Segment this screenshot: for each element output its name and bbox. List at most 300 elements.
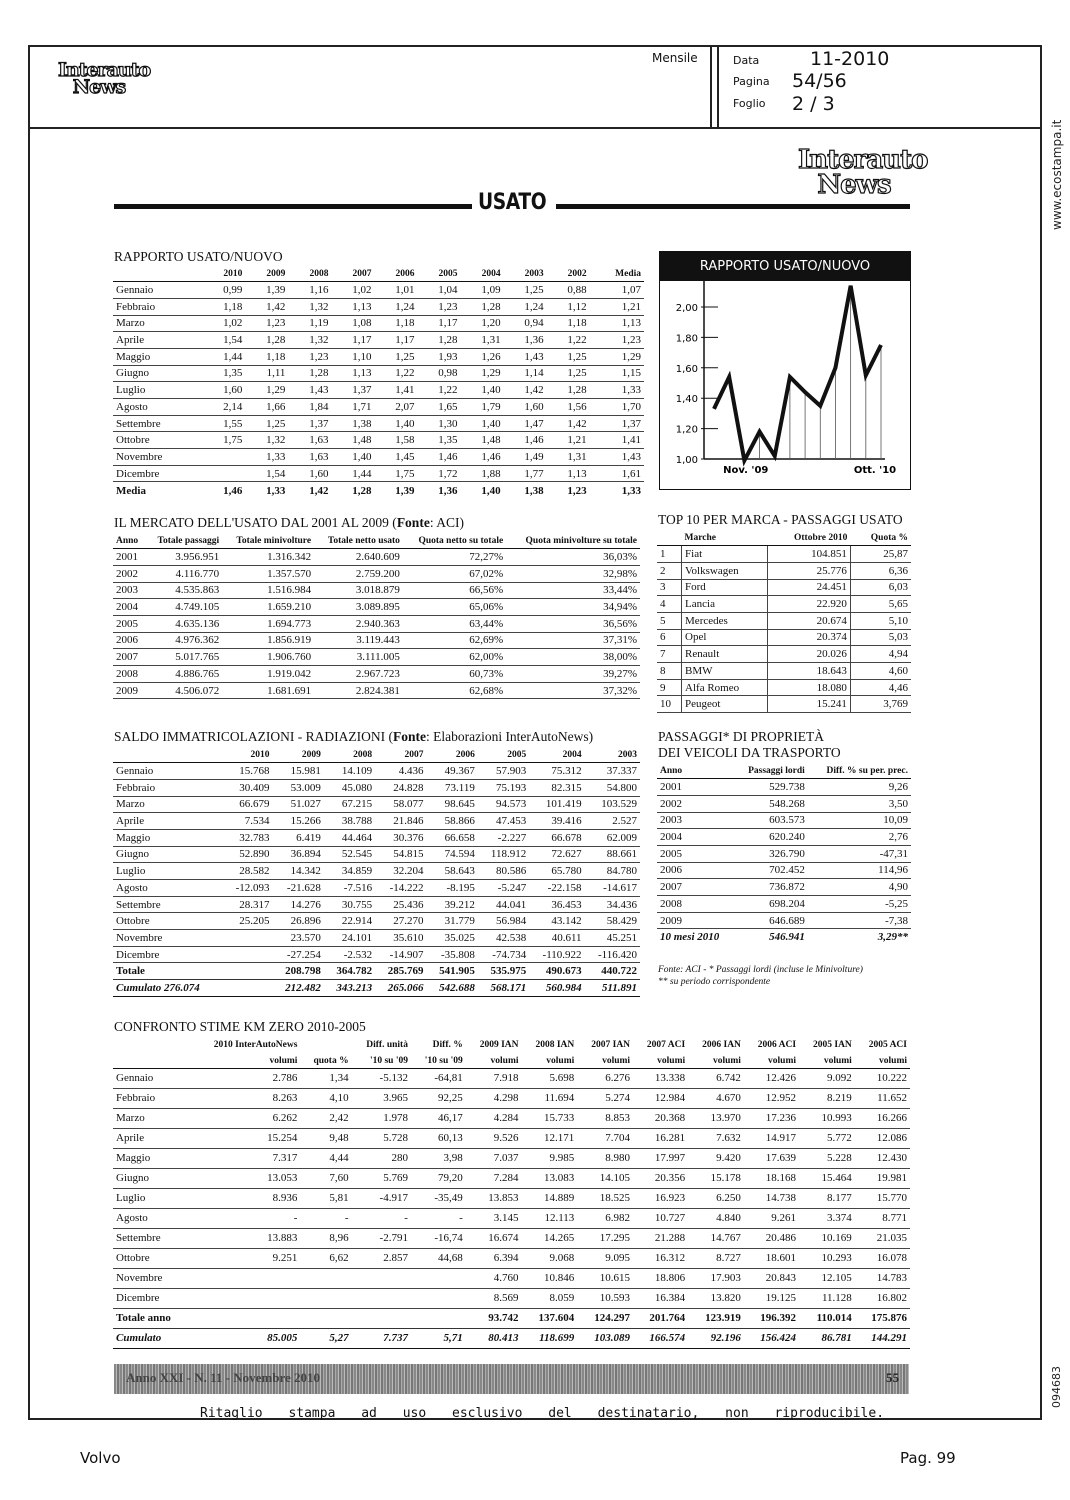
table-row — [657, 663, 911, 680]
table-cell: 1,08 — [331, 315, 374, 332]
table-cell: 17.295 — [577, 1228, 633, 1248]
table-cell: Ottobre — [113, 1248, 189, 1268]
table-cell: 18.601 — [744, 1248, 799, 1268]
table-cell: Settembre — [113, 896, 223, 913]
table-cell: 1,18 — [547, 315, 590, 332]
y-tick-label: 2,00 — [675, 303, 698, 314]
table-cell: 58.643 — [427, 863, 478, 880]
table-cell: 39,27% — [506, 666, 640, 683]
column-subheader: volumi — [466, 1052, 522, 1069]
table-cell — [202, 465, 245, 482]
table-cell: - — [411, 1208, 466, 1228]
column-header: 2009 — [272, 746, 323, 763]
table-cell: 16.078 — [855, 1248, 910, 1268]
table-cell: 1,60 — [504, 399, 547, 416]
table-row — [113, 1248, 910, 1268]
column-header: 2007 — [331, 265, 374, 282]
table-cell: 36,56% — [506, 615, 640, 632]
table-cell: 1,37 — [590, 415, 644, 432]
table-cell: 8.853 — [577, 1108, 633, 1128]
table-row — [113, 582, 640, 599]
table-cell: Mercedes — [682, 612, 768, 629]
table-cell: 7.632 — [688, 1128, 744, 1148]
table-cell: 698.204 — [734, 896, 808, 913]
table-cell: Novembre — [113, 1268, 189, 1288]
table-cell: 13.053 — [189, 1168, 301, 1188]
table-cell: - — [300, 1208, 351, 1228]
table-cell: 1,28 — [245, 332, 288, 349]
table-cell: 24.451 — [767, 579, 850, 596]
table-cell: 6,36 — [850, 562, 911, 579]
cumulative-cell: 92.196 — [688, 1328, 744, 1348]
column-header: 2010 — [223, 746, 272, 763]
table-cell: 98.645 — [427, 796, 478, 813]
table-cell: 4.749.105 — [145, 599, 222, 616]
table-cell: Peugeot — [682, 696, 768, 713]
table-cell: 66.678 — [529, 829, 584, 846]
table-cell: 37,31% — [506, 632, 640, 649]
column-header: Quota netto su totale — [403, 532, 506, 549]
table-cell: 1,43 — [590, 449, 644, 466]
column-subheader: volumi — [189, 1052, 301, 1069]
table-cell: -35,49 — [411, 1188, 466, 1208]
cumulative-cell: 80.413 — [466, 1328, 522, 1348]
table-row — [113, 365, 644, 382]
table-cell: 33,44% — [506, 582, 640, 599]
total-cell — [223, 963, 272, 980]
table-cell: 88.661 — [585, 846, 640, 863]
table-cell: 17.997 — [633, 1148, 688, 1168]
table-cell: 2009 — [657, 912, 734, 929]
title-rule-left — [114, 204, 472, 209]
table-cell: 2003 — [113, 582, 145, 599]
table-cell: 60,13 — [411, 1128, 466, 1148]
table-cell: 9.261 — [744, 1208, 799, 1228]
table-row — [113, 282, 644, 299]
total-cell: 1,42 — [288, 482, 331, 499]
table-cell: 1,23 — [590, 332, 644, 349]
table-cell: 1,09 — [461, 282, 504, 299]
table-cell: 12.171 — [522, 1128, 578, 1148]
total-cell: 208.798 — [272, 963, 323, 980]
table-cell: -7,38 — [808, 912, 911, 929]
table-cell: 9.985 — [522, 1148, 578, 1168]
table-cell: 44.464 — [324, 829, 375, 846]
table-cell: 2.857 — [352, 1248, 411, 1268]
table-cell: 80.586 — [478, 863, 529, 880]
table-row — [113, 1108, 910, 1128]
pagina-value: 54/56 — [792, 70, 847, 92]
table-cell: -2.227 — [478, 829, 529, 846]
table-cell: 1,24 — [374, 298, 417, 315]
total-cell: 123.919 — [688, 1308, 744, 1328]
table-cell: -5.247 — [478, 880, 529, 897]
table-cell: 5,03 — [850, 629, 911, 646]
table-cell: 21.035 — [855, 1228, 910, 1248]
table-cell: Dicembre — [113, 946, 223, 963]
table-cell: -4.917 — [352, 1188, 411, 1208]
column-subheader: volumi — [855, 1052, 910, 1069]
table-cell: 1,02 — [202, 315, 245, 332]
table-cell: Maggio — [113, 348, 202, 365]
table-cell: 10.727 — [633, 1208, 688, 1228]
table-cell: 14.265 — [522, 1228, 578, 1248]
y-tick-label: 1,80 — [675, 333, 698, 345]
column-header: 2005 ACI — [868, 1039, 907, 1050]
table-cell: 702.452 — [734, 862, 808, 879]
table-cell: 22.914 — [324, 913, 375, 930]
table-cell: 1,46 — [461, 449, 504, 466]
table-cell: 65.780 — [529, 863, 584, 880]
column-header: 2006 — [374, 265, 417, 282]
table-cell: 18.525 — [577, 1188, 633, 1208]
table-cell: 7.704 — [577, 1128, 633, 1148]
saldo-table — [113, 746, 640, 997]
table-cell: 65,06% — [403, 599, 506, 616]
table-cell: 9.251 — [189, 1248, 301, 1268]
table-cell: 39.416 — [529, 813, 584, 830]
table-cell: 1,25 — [547, 348, 590, 365]
foglio-value: 2 / 3 — [792, 93, 835, 115]
table-cell: 2003 — [657, 812, 734, 829]
table-cell: 1.919.042 — [222, 666, 314, 683]
table-cell: 1,44 — [331, 465, 374, 482]
cumulative-cell: 560.984 — [529, 980, 584, 997]
table-cell: 4.760 — [466, 1268, 522, 1288]
column-subheader — [113, 1052, 189, 1069]
table-cell: 35.025 — [427, 930, 478, 947]
table-cell: 8.219 — [799, 1088, 855, 1108]
table-cell: 4.506.072 — [145, 682, 222, 699]
table-cell: 1,56 — [547, 399, 590, 416]
total-row — [113, 963, 640, 980]
table-cell: Gennaio — [113, 763, 223, 780]
table-cell: -8.195 — [427, 880, 478, 897]
table-cell: 30.376 — [375, 829, 426, 846]
table-cell: 1,28 — [288, 365, 331, 382]
table-row — [657, 879, 911, 896]
total-cell: 490.673 — [529, 963, 584, 980]
table-cell: Renault — [682, 646, 768, 663]
table-cell: 1,42 — [504, 382, 547, 399]
table-cell: 1,22 — [374, 365, 417, 382]
table-cell: 1.906.760 — [222, 649, 314, 666]
rapporto-chart — [659, 251, 911, 490]
table-cell: 2 — [657, 562, 682, 579]
table-cell: 6.982 — [577, 1208, 633, 1228]
table-cell: 104.851 — [767, 546, 850, 563]
table-cell: 5,65 — [850, 596, 911, 613]
table-cell: 12.105 — [799, 1268, 855, 1288]
table-cell: 32,98% — [506, 565, 640, 582]
table-cell: 1,33 — [245, 449, 288, 466]
table-row — [113, 432, 644, 449]
data-label: Data — [733, 54, 760, 67]
table-cell: Volkswagen — [682, 562, 768, 579]
series-line — [714, 286, 881, 461]
table-cell: 1,29 — [461, 365, 504, 382]
table-cell: 1,70 — [590, 399, 644, 416]
cumulative-cell: 343.213 — [324, 980, 375, 997]
table-cell: 1,43 — [504, 348, 547, 365]
table-cell: 62,69% — [403, 632, 506, 649]
table-cell: 8.936 — [189, 1188, 301, 1208]
table-cell: 1,07 — [590, 282, 644, 299]
table-cell: 14.738 — [744, 1188, 799, 1208]
table-cell: 1,17 — [374, 332, 417, 349]
table-cell: 23.570 — [272, 930, 323, 947]
table-cell: 5.772 — [799, 1128, 855, 1148]
table-cell: 4.840 — [688, 1208, 744, 1228]
table-cell: 1,45 — [374, 449, 417, 466]
table-row — [113, 599, 640, 616]
table-cell: 1,54 — [202, 332, 245, 349]
table-cell: 34.859 — [324, 863, 375, 880]
table-cell: 9.420 — [688, 1148, 744, 1168]
table-cell: 1,04 — [418, 282, 461, 299]
cumulative-cell: 166.574 — [633, 1328, 688, 1348]
total-cell: 1,39 — [374, 482, 417, 499]
table-cell: -22.158 — [529, 880, 584, 897]
table-cell: 30.409 — [223, 779, 272, 796]
total-cell: 196.392 — [744, 1308, 799, 1328]
table-cell: 4,46 — [850, 679, 911, 696]
table-cell: 4.670 — [688, 1088, 744, 1108]
column-header: 2007 ACI — [646, 1039, 686, 1050]
table-cell: 1,77 — [504, 465, 547, 482]
table-cell: Agosto — [113, 1208, 189, 1228]
table-cell: 14.276 — [272, 896, 323, 913]
table-cell: 9,48 — [300, 1128, 351, 1148]
table-cell: Giugno — [113, 365, 202, 382]
table-cell: Agosto — [113, 880, 223, 897]
table-cell: 1,42 — [547, 415, 590, 432]
table-cell: 8.980 — [577, 1148, 633, 1168]
table-cell: 1.316.342 — [222, 549, 314, 566]
table-cell: 1,60 — [202, 382, 245, 399]
table-row — [657, 862, 911, 879]
table-cell: 1,01 — [374, 282, 417, 299]
table-row — [113, 1168, 910, 1188]
foglio-label: Foglio — [733, 97, 766, 110]
table-cell: 38.788 — [324, 813, 375, 830]
table-cell: 6.394 — [466, 1248, 522, 1268]
table-cell: 1,23 — [288, 348, 331, 365]
table-cell: 14.109 — [324, 763, 375, 780]
table-cell: 17.903 — [688, 1268, 744, 1288]
table-cell: 15.768 — [223, 763, 272, 780]
table-cell: 6.419 — [272, 829, 323, 846]
table-cell: 1,10 — [331, 348, 374, 365]
table-cell: 13.083 — [522, 1168, 578, 1188]
total-cell: 175.876 — [855, 1308, 910, 1328]
passaggi-title-1: PASSAGGI* DI PROPRIETÀ — [658, 729, 825, 744]
table-cell: 5.769 — [352, 1168, 411, 1188]
chart-title: RAPPORTO USATO/NUOVO — [660, 252, 910, 281]
passaggi-note-1: Fonte: ACI - * Passaggi lordi (incluse le Minivolture) — [658, 965, 863, 975]
table-cell — [189, 1268, 301, 1288]
cumulative-cell: 86.781 — [799, 1328, 855, 1348]
column-header: 2008 IAN — [535, 1039, 575, 1050]
table-row — [113, 763, 640, 780]
table-cell: 8.771 — [855, 1208, 910, 1228]
table-cell: 79,20 — [411, 1168, 466, 1188]
table-cell: 2008 — [113, 666, 145, 683]
table-cell: 101.419 — [529, 796, 584, 813]
table-cell: 19.125 — [744, 1288, 799, 1308]
table-cell: 103.529 — [585, 796, 640, 813]
table-cell: 1,28 — [418, 332, 461, 349]
table-cell: 1,41 — [374, 382, 417, 399]
table-cell: -21.628 — [272, 880, 323, 897]
table-row — [657, 829, 911, 846]
table-cell: 19.981 — [855, 1168, 910, 1188]
table-row — [113, 615, 640, 632]
table-cell: 1,48 — [331, 432, 374, 449]
table-cell: 53.009 — [272, 779, 323, 796]
total-cell: 1,36 — [418, 482, 461, 499]
table-cell: 1,93 — [418, 348, 461, 365]
table-cell: 1,63 — [288, 449, 331, 466]
mercato-table — [113, 532, 640, 699]
total-cell: 93.742 — [466, 1308, 522, 1328]
column-header: 2009 — [245, 265, 288, 282]
table-cell: 44.041 — [478, 896, 529, 913]
table-cell: 1,12 — [547, 298, 590, 315]
table-cell: Marzo — [113, 315, 202, 332]
table-cell: Ford — [682, 579, 768, 596]
table-cell: 62,00% — [403, 649, 506, 666]
table-cell: 7.918 — [466, 1068, 522, 1088]
table-cell: 92,25 — [411, 1088, 466, 1108]
table-cell: 54.800 — [585, 779, 640, 796]
table-cell: 4.886.765 — [145, 666, 222, 683]
table-cell: 82.315 — [529, 779, 584, 796]
table-cell: 1,32 — [245, 432, 288, 449]
table-cell: 14.342 — [272, 863, 323, 880]
table-cell: Settembre — [113, 1228, 189, 1248]
column-subheader: volumi — [744, 1052, 799, 1069]
header-divider — [710, 45, 712, 129]
table-row — [657, 646, 911, 663]
column-header: 2003 — [504, 265, 547, 282]
table-cell: 8,96 — [300, 1228, 351, 1248]
table-cell: 1,31 — [547, 449, 590, 466]
table-cell: 52.890 — [223, 846, 272, 863]
table-cell: -74.734 — [478, 946, 529, 963]
periodicity: Mensile — [652, 51, 698, 65]
table-cell: 9,26 — [808, 779, 911, 796]
table-cell: 326.790 — [734, 845, 808, 862]
table-cell: 548.268 — [734, 795, 808, 812]
table-cell: 1,13 — [331, 365, 374, 382]
table-cell: 17.639 — [744, 1148, 799, 1168]
table-cell: 1,46 — [504, 432, 547, 449]
table-cell: 25.776 — [767, 562, 850, 579]
passaggi-note-2: ** su periodo corrispondente — [658, 977, 771, 987]
column-header: 2003 — [585, 746, 640, 763]
table-cell: -7.516 — [324, 880, 375, 897]
table-cell: -27.254 — [272, 946, 323, 963]
table-row — [657, 679, 911, 696]
table-row — [657, 546, 911, 563]
table-cell: 3.111.005 — [314, 649, 403, 666]
column-header: 2006 ACI — [757, 1039, 797, 1050]
table-cell: 58.429 — [585, 913, 640, 930]
table-cell: 75.193 — [478, 779, 529, 796]
table-cell: 15.770 — [855, 1188, 910, 1208]
table-cell: 1,16 — [288, 282, 331, 299]
table-cell: Gennaio — [113, 1068, 189, 1088]
column-subheader: volumi — [577, 1052, 633, 1069]
table-cell: 16.384 — [633, 1288, 688, 1308]
table-cell: 5.698 — [522, 1068, 578, 1088]
table-cell: 1,14 — [504, 365, 547, 382]
table-cell: 736.872 — [734, 879, 808, 896]
table-cell: 8.569 — [466, 1288, 522, 1308]
table-cell: 529.738 — [734, 779, 808, 796]
table-cell — [411, 1268, 466, 1288]
column-header: Ottobre 2010 — [767, 529, 850, 546]
table-cell: 14.105 — [577, 1168, 633, 1188]
table-row — [657, 579, 911, 596]
total-row — [113, 1308, 910, 1328]
table-row — [113, 1088, 910, 1108]
table-cell — [189, 1288, 301, 1308]
table-cell: 30.755 — [324, 896, 375, 913]
table-cell: 1 — [657, 546, 682, 563]
table-row — [113, 382, 644, 399]
title-rule-right — [556, 204, 910, 209]
total-cell: 546.941 — [734, 929, 808, 946]
passaggi-table — [657, 762, 911, 946]
table-cell: 1,22 — [547, 332, 590, 349]
table-cell: 7.037 — [466, 1148, 522, 1168]
total-row — [113, 482, 644, 499]
table-cell: 6.276 — [577, 1068, 633, 1088]
table-cell: 36.453 — [529, 896, 584, 913]
table-cell: 18.168 — [744, 1168, 799, 1188]
table-cell: 16.281 — [633, 1128, 688, 1148]
column-header — [113, 265, 202, 282]
table-row — [113, 913, 640, 930]
table-cell: Opel — [682, 629, 768, 646]
column-header: 2005 — [418, 265, 461, 282]
table-row — [657, 629, 911, 646]
table-cell: 9.095 — [577, 1248, 633, 1268]
footer-left: Volvo — [80, 1449, 121, 1467]
column-subheader: quota % — [300, 1052, 351, 1069]
table-cell: 2.967.723 — [314, 666, 403, 683]
table-cell: 18.080 — [767, 679, 850, 696]
table-cell: - — [189, 1208, 301, 1228]
table-cell: Luglio — [113, 1188, 189, 1208]
table-row — [113, 1148, 910, 1168]
table-row — [113, 1068, 910, 1088]
table-cell: 9.526 — [466, 1128, 522, 1148]
table-cell: Maggio — [113, 1148, 189, 1168]
table-cell: 36,03% — [506, 549, 640, 566]
table-cell: 114,96 — [808, 862, 911, 879]
table-cell: -110.922 — [529, 946, 584, 963]
total-cell — [411, 1308, 466, 1328]
table-row — [657, 562, 911, 579]
total-cell: 285.769 — [375, 963, 426, 980]
column-subheader: volumi — [799, 1052, 855, 1069]
table-cell: 1,25 — [245, 415, 288, 432]
table-cell: 1,23 — [245, 315, 288, 332]
table-cell: 45.080 — [324, 779, 375, 796]
